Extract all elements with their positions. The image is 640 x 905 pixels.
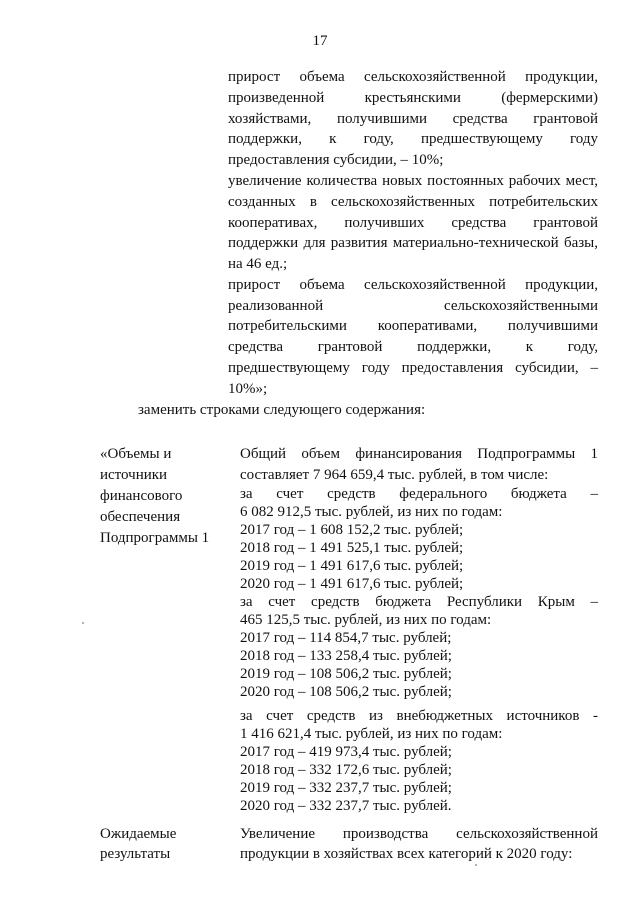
text-line: прирост объема сельскохозяйственной продукции, (228, 69, 598, 85)
text-line: 2018 год – 332 172,6 тыс. рублей; (240, 762, 452, 778)
text-line: 2018 год – 133 258,4 тыс. рублей; (240, 648, 452, 664)
text-line: 2020 год – 108 506,2 тыс. рублей; (240, 684, 452, 700)
text-line: за счет средств из внебюджетных источников - (240, 708, 598, 724)
text-line: за счет средств бюджета Республики Крым – (240, 594, 598, 610)
text-line: Общий объем финансирования Подпрограммы 1 (240, 446, 598, 462)
text-line: поддержки для развития материально-технической базы, (228, 235, 598, 251)
text-line: 1 416 621,4 тыс. рублей, из них по годам: (240, 726, 503, 742)
label-line: обеспечения (100, 509, 181, 525)
label-line: «Объемы и (100, 446, 172, 462)
text-line: 10%»; (228, 381, 268, 397)
text-line: потребительскими кооперативами, получившими (228, 318, 598, 334)
text-line: прирост объема сельскохозяйственной продукции, (228, 277, 598, 293)
text-line: 2017 год – 419 973,4 тыс. рублей; (240, 744, 452, 760)
text-line: средства грантовой поддержки, к году, (228, 339, 598, 355)
label-line: Ожидаемые (100, 826, 177, 842)
text-line: предшествующему году предоставления субсидии, – (228, 360, 598, 376)
text-line: 2019 год – 1 491 617,6 тыс. рублей; (240, 558, 464, 574)
text-line: увеличение количества новых постоянных рабочих мест, (228, 173, 598, 189)
text-line: предоставления субсидии, – 10%; (228, 152, 444, 168)
text-line: 2019 год – 108 506,2 тыс. рублей; (240, 666, 452, 682)
text-line: 2019 год – 332 237,7 тыс. рублей; (240, 780, 452, 796)
text-line: за счет средств федерального бюджета – (240, 486, 598, 502)
page-number: 17 (312, 33, 328, 49)
text-line: 2018 год – 1 491 525,1 тыс. рублей; (240, 540, 464, 556)
text-line: кооперативах, получивших средства грантовой (228, 215, 598, 231)
text-line: созданных в сельскохозяйственных потребительских (228, 194, 598, 210)
text-line: составляет 7 964 659,4 тыс. рублей, в том числе: (240, 467, 549, 483)
label-line: источники (100, 467, 168, 483)
text-line: на 46 ед.; (228, 256, 288, 272)
scan-speck (475, 864, 477, 866)
text-line: 2020 год – 1 491 617,6 тыс. рублей; (240, 576, 464, 592)
text-line: реализованной сельскохозяйственными (228, 298, 598, 314)
label-line: результаты (100, 846, 171, 862)
label-line: финансового (100, 488, 183, 504)
text-line: 2017 год – 114 854,7 тыс. рублей; (240, 630, 452, 646)
text-line: продукции в хозяйствах всех категорий к 2020 году: (240, 846, 573, 862)
text-line: 2020 год – 332 237,7 тыс. рублей. (240, 798, 452, 814)
label-line: Подпрограммы 1 (100, 530, 210, 546)
replace-line: заменить строками следующего содержания: (138, 402, 426, 418)
text-line: 6 082 912,5 тыс. рублей, из них по годам: (240, 504, 503, 520)
text-line: 465 125,5 тыс. рублей, из них по годам: (240, 612, 492, 628)
text-line: произведенной крестьянскими (фермерскими) (228, 90, 598, 106)
scan-speck (82, 622, 84, 624)
text-line: поддержки, к году, предшествующему году (228, 131, 598, 147)
text-line: хозяйствами, получившими средства грантовой (228, 111, 598, 127)
text-line: Увеличение производства сельскохозяйственной (240, 826, 598, 842)
text-line: 2017 год – 1 608 152,2 тыс. рублей; (240, 522, 464, 538)
